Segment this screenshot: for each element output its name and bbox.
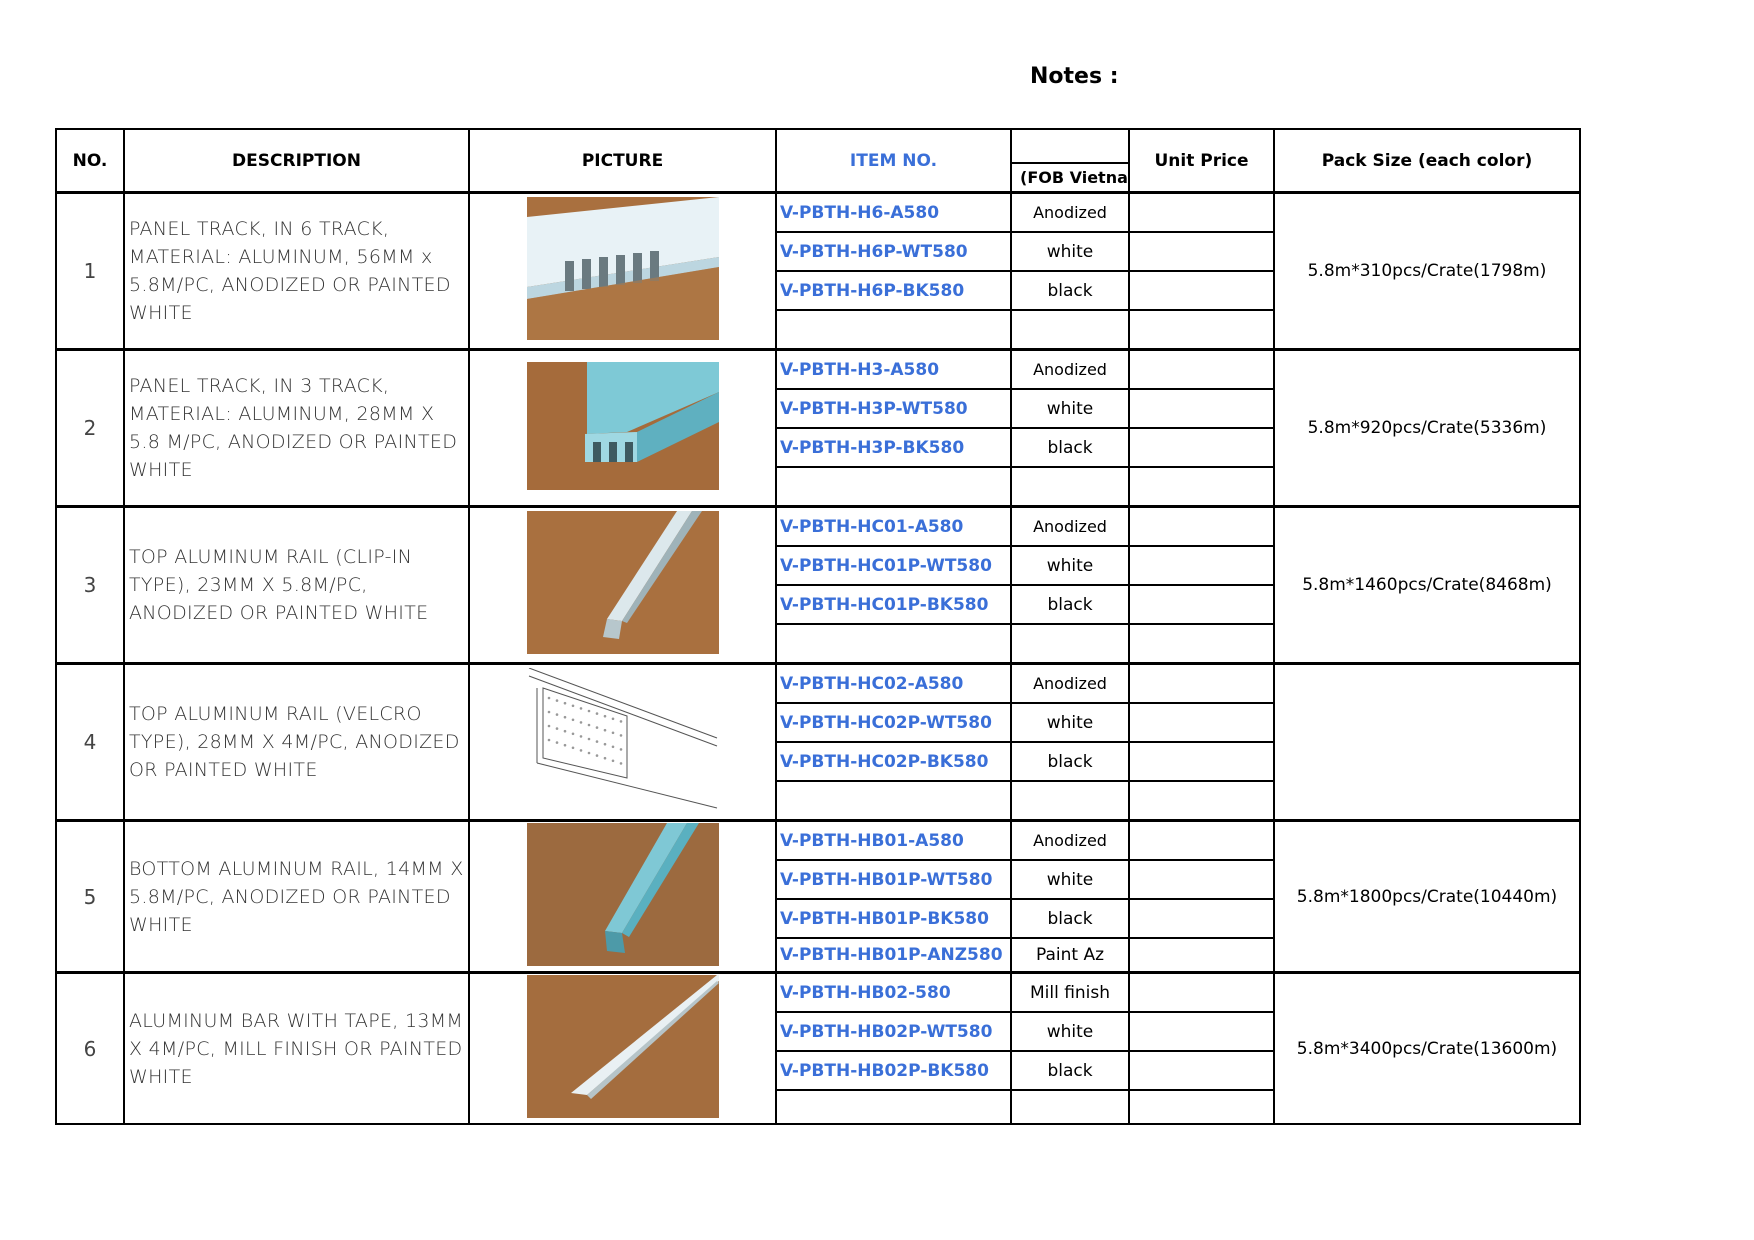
item-code: V-PBTH-HB01-A580 bbox=[776, 821, 1011, 861]
item-code bbox=[776, 467, 1011, 507]
unit-price-cell bbox=[1129, 664, 1274, 704]
item-code: V-PBTH-HC01P-WT580 bbox=[776, 546, 1011, 585]
header-picture: PICTURE bbox=[469, 129, 776, 193]
item-color: white bbox=[1011, 860, 1129, 899]
row-description: TOP ALUMINUM RAIL (VELCRO TYPE), 28MM X 4M/PC, ANODIZED OR PAINTED WHITE bbox=[124, 664, 469, 821]
item-code: V-PBTH-HB02-580 bbox=[776, 973, 1011, 1013]
item-code bbox=[776, 781, 1011, 821]
row-number: 2 bbox=[56, 350, 124, 507]
table-row bbox=[56, 664, 1580, 704]
pack-size: 5.8m*1800pcs/Crate(10440m) bbox=[1274, 821, 1580, 973]
item-color: Anodized bbox=[1011, 193, 1129, 233]
item-code: V-PBTH-HC02-A580 bbox=[776, 664, 1011, 704]
item-color: Anodized bbox=[1011, 821, 1129, 861]
unit-price-cell bbox=[1129, 1051, 1274, 1090]
table-row bbox=[56, 193, 1580, 233]
item-code: V-PBTH-HC02P-WT580 bbox=[776, 703, 1011, 742]
unit-price-cell bbox=[1129, 193, 1274, 233]
header-unit-price: Unit Price bbox=[1129, 129, 1274, 193]
row-picture bbox=[469, 507, 776, 664]
item-color: Mill finish bbox=[1011, 973, 1129, 1013]
unit-price-cell bbox=[1129, 546, 1274, 585]
item-code: V-PBTH-HB02P-BK580 bbox=[776, 1051, 1011, 1090]
item-color bbox=[1011, 310, 1129, 350]
row-picture bbox=[469, 193, 776, 350]
header-item-no: ITEM NO. bbox=[776, 129, 1011, 193]
header-fob-label: (FOB Vietna bbox=[1020, 168, 1128, 187]
unit-price-cell bbox=[1129, 781, 1274, 821]
row-number: 5 bbox=[56, 821, 124, 973]
item-code: V-PBTH-H3P-WT580 bbox=[776, 389, 1011, 428]
item-code bbox=[776, 310, 1011, 350]
row-description: ALUMINUM BAR WITH TAPE, 13MM X 4M/PC, MILL FINISH OR PAINTED WHITE bbox=[124, 973, 469, 1125]
item-color bbox=[1011, 1090, 1129, 1124]
header-pack-size: Pack Size (each color) bbox=[1274, 129, 1580, 193]
table-row bbox=[56, 821, 1580, 861]
unit-price-cell bbox=[1129, 232, 1274, 271]
unit-price-cell bbox=[1129, 467, 1274, 507]
row-picture bbox=[469, 821, 776, 973]
row-picture bbox=[469, 973, 776, 1125]
item-color: black bbox=[1011, 742, 1129, 781]
unit-price-cell bbox=[1129, 973, 1274, 1013]
item-code: V-PBTH-HB01P-BK580 bbox=[776, 899, 1011, 938]
item-code: V-PBTH-HB01P-WT580 bbox=[776, 860, 1011, 899]
unit-price-cell bbox=[1129, 821, 1274, 861]
clip-in-rail-photo bbox=[527, 511, 719, 654]
table-row bbox=[56, 973, 1580, 1013]
item-color: Anodized bbox=[1011, 350, 1129, 390]
three-track-rail-photo bbox=[527, 362, 719, 490]
item-code: V-PBTH-H6P-WT580 bbox=[776, 232, 1011, 271]
item-code: V-PBTH-HC01P-BK580 bbox=[776, 585, 1011, 624]
unit-price-cell bbox=[1129, 1090, 1274, 1124]
item-color: Anodized bbox=[1011, 664, 1129, 704]
item-code bbox=[776, 624, 1011, 664]
pack-size: 5.8m*3400pcs/Crate(13600m) bbox=[1274, 973, 1580, 1125]
item-color: black bbox=[1011, 271, 1129, 310]
row-number: 6 bbox=[56, 973, 124, 1125]
header-description: DESCRIPTION bbox=[124, 129, 469, 193]
six-track-rail-photo bbox=[527, 197, 719, 340]
item-code: V-PBTH-H3P-BK580 bbox=[776, 428, 1011, 467]
item-color bbox=[1011, 624, 1129, 664]
item-code: V-PBTH-HC01-A580 bbox=[776, 507, 1011, 547]
item-code: V-PBTH-H3-A580 bbox=[776, 350, 1011, 390]
item-code: V-PBTH-H6-A580 bbox=[776, 193, 1011, 233]
notes-label: Notes : bbox=[1030, 64, 1119, 89]
item-color: white bbox=[1011, 546, 1129, 585]
item-color bbox=[1011, 781, 1129, 821]
pack-size: 5.8m*1460pcs/Crate(8468m) bbox=[1274, 507, 1580, 664]
pack-size: 5.8m*920pcs/Crate(5336m) bbox=[1274, 350, 1580, 507]
unit-price-cell bbox=[1129, 428, 1274, 467]
pack-size: 5.8m*310pcs/Crate(1798m) bbox=[1274, 193, 1580, 350]
item-code: V-PBTH-HB02P-WT580 bbox=[776, 1012, 1011, 1051]
bottom-rail-photo bbox=[527, 823, 719, 966]
unit-price-cell bbox=[1129, 585, 1274, 624]
item-color: white bbox=[1011, 703, 1129, 742]
item-code bbox=[776, 1090, 1011, 1124]
item-color: white bbox=[1011, 389, 1129, 428]
unit-price-cell bbox=[1129, 703, 1274, 742]
unit-price-cell bbox=[1129, 742, 1274, 781]
row-description: PANEL TRACK, IN 6 TRACK, MATERIAL: ALUMINUM, 56MM x 5.8M/PC, ANODIZED OR PAINTED WHITE bbox=[124, 193, 469, 350]
unit-price-cell bbox=[1129, 507, 1274, 547]
item-color: black bbox=[1011, 428, 1129, 467]
item-code: V-PBTH-H6P-BK580 bbox=[776, 271, 1011, 310]
item-color: Paint Az bbox=[1011, 938, 1129, 973]
unit-price-cell bbox=[1129, 310, 1274, 350]
item-color: white bbox=[1011, 232, 1129, 271]
row-description: BOTTOM ALUMINUM RAIL, 14MM X 5.8M/PC, ANODIZED OR PAINTED WHITE bbox=[124, 821, 469, 973]
pack-size bbox=[1274, 664, 1580, 821]
item-color: black bbox=[1011, 585, 1129, 624]
unit-price-cell bbox=[1129, 389, 1274, 428]
unit-price-cell bbox=[1129, 624, 1274, 664]
velcro-rail-drawing bbox=[527, 668, 719, 811]
bar-with-tape-photo bbox=[527, 975, 719, 1118]
row-picture bbox=[469, 350, 776, 507]
unit-price-cell bbox=[1129, 1012, 1274, 1051]
item-color: black bbox=[1011, 899, 1129, 938]
row-description: TOP ALUMINUM RAIL (CLIP-IN TYPE), 23MM X 5.8M/PC, ANODIZED OR PAINTED WHITE bbox=[124, 507, 469, 664]
row-number: 3 bbox=[56, 507, 124, 664]
unit-price-cell bbox=[1129, 860, 1274, 899]
row-description: PANEL TRACK, IN 3 TRACK, MATERIAL: ALUMINUM, 28MM X 5.8 M/PC, ANODIZED OR PAINTED WHITE bbox=[124, 350, 469, 507]
header-no: NO. bbox=[56, 129, 124, 193]
item-color: Anodized bbox=[1011, 507, 1129, 547]
table-row bbox=[56, 350, 1580, 390]
row-picture bbox=[469, 664, 776, 821]
item-color: white bbox=[1011, 1012, 1129, 1051]
unit-price-cell bbox=[1129, 938, 1274, 973]
header-row bbox=[56, 129, 1580, 193]
item-code: V-PBTH-HC02P-BK580 bbox=[776, 742, 1011, 781]
item-color bbox=[1011, 467, 1129, 507]
item-color: black bbox=[1011, 1051, 1129, 1090]
row-number: 4 bbox=[56, 664, 124, 821]
unit-price-cell bbox=[1129, 899, 1274, 938]
unit-price-cell bbox=[1129, 271, 1274, 310]
unit-price-cell bbox=[1129, 350, 1274, 390]
table-row bbox=[56, 507, 1580, 547]
row-number: 1 bbox=[56, 193, 124, 350]
header-fob bbox=[1011, 129, 1129, 193]
price-table bbox=[55, 128, 1581, 1125]
item-code: V-PBTH-HB01P-ANZ580 bbox=[776, 938, 1011, 973]
